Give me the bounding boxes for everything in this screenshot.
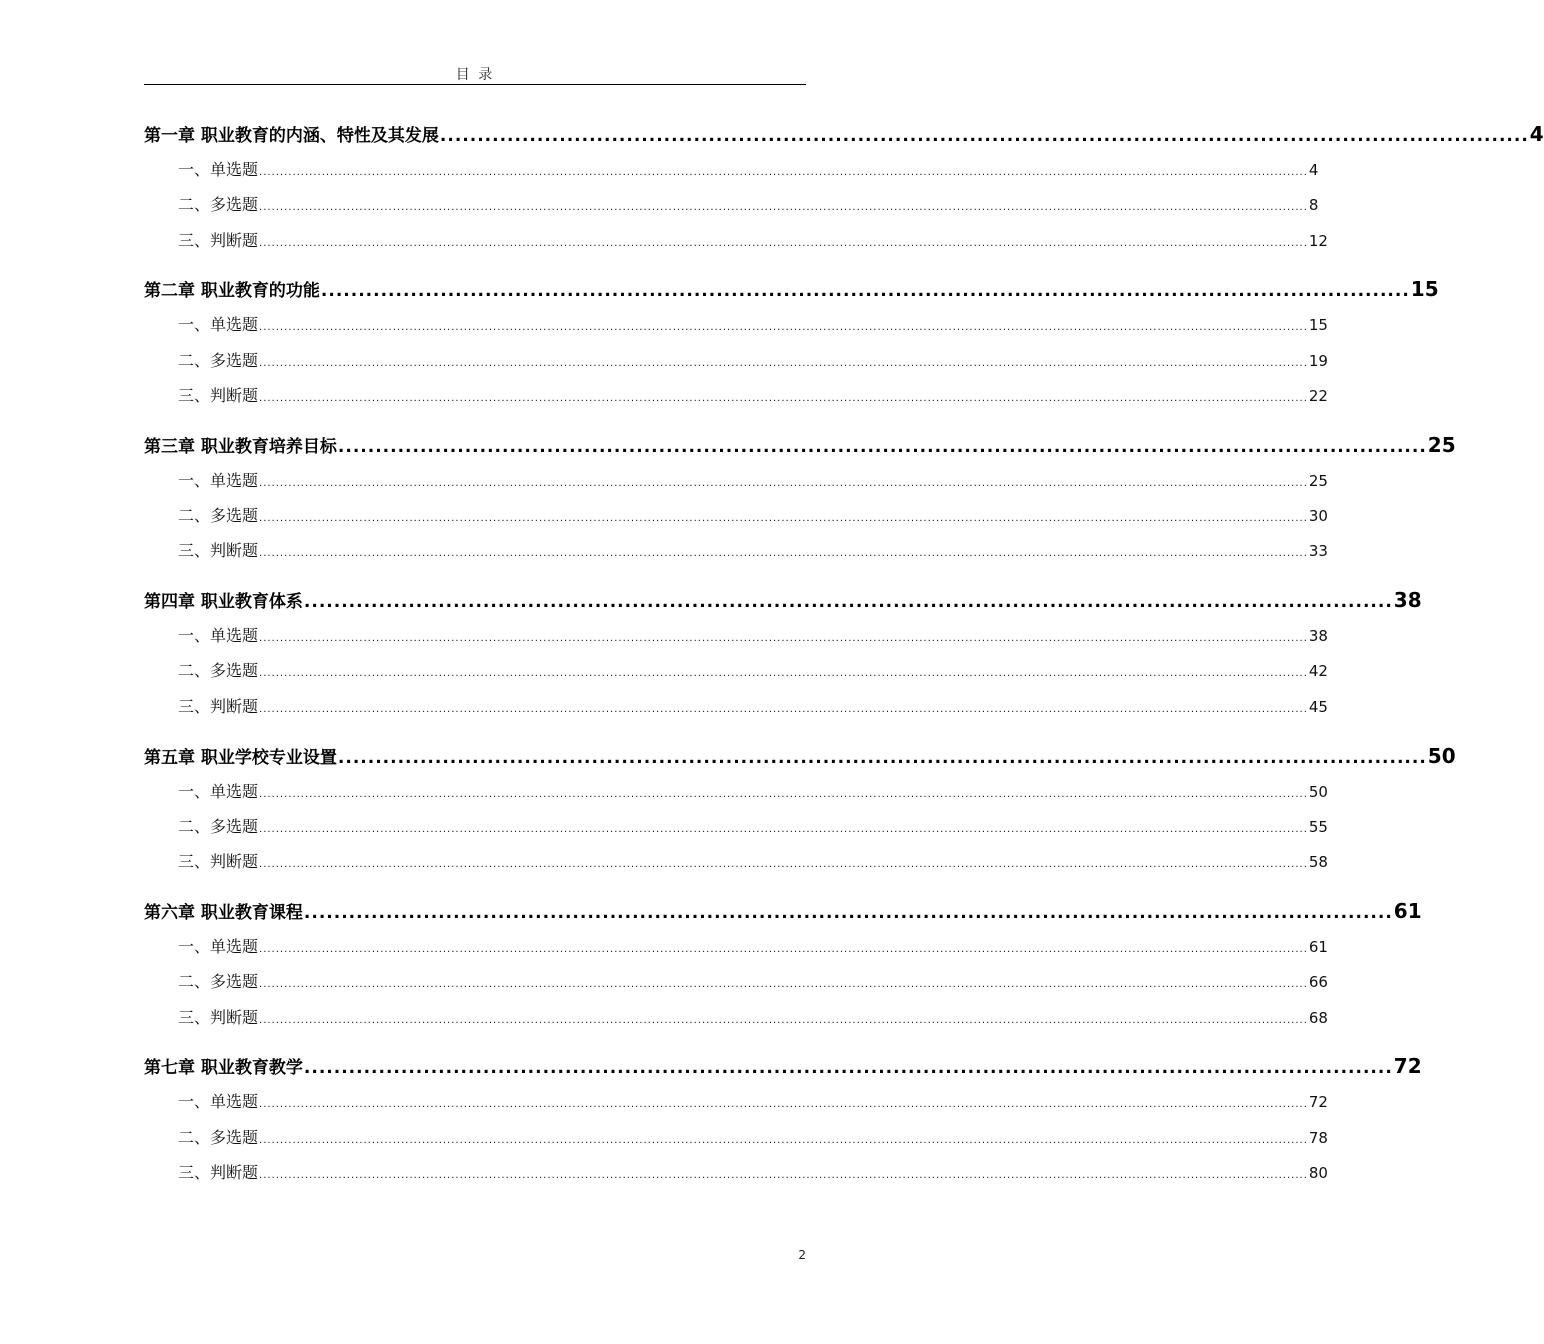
section-page-number: 22	[1308, 386, 1328, 405]
toc-section-entry[interactable]	[144, 929, 1328, 964]
chapter-title: 第五章 职业学校专业设置	[144, 747, 337, 768]
section-page-number: 61	[1308, 937, 1328, 956]
section-title: 二、多选题	[178, 195, 259, 215]
chapter-title: 第七章 职业教育教学	[144, 1058, 303, 1079]
chapter-page-number: 25	[1427, 432, 1456, 457]
section-title: 二、多选题	[178, 1127, 259, 1147]
toc-section-entry[interactable]	[144, 307, 1328, 342]
chapter-page-number: 72	[1393, 1054, 1422, 1079]
toc-chapter-entry[interactable]	[144, 893, 1422, 929]
toc-chapter-6	[144, 893, 1422, 1035]
section-title: 二、多选题	[178, 661, 259, 681]
section-page-number: 25	[1308, 471, 1328, 490]
dot-leader: ...........................................................................................................................................................................................................................................................	[259, 859, 1308, 871]
section-title: 三、判断题	[178, 696, 259, 716]
dot-leader: ..................................................................................................................................................	[439, 126, 1529, 146]
chapter-title: 第二章 职业教育的功能	[144, 281, 320, 302]
toc-section-entry[interactable]	[144, 152, 1319, 187]
table-of-contents	[144, 116, 1544, 1190]
section-title: 一、单选题	[178, 626, 259, 646]
dot-leader: ..................................................................................................................................................	[337, 747, 1427, 768]
dot-leader: ...........................................................................................................................................................................................................................................................	[259, 703, 1308, 715]
dot-leader: ..................................................................................................................................................	[320, 281, 1410, 302]
dot-leader: ...........................................................................................................................................................................................................................................................	[259, 202, 1308, 214]
toc-section-entry[interactable]	[144, 618, 1328, 653]
toc-section-entry[interactable]	[144, 964, 1328, 999]
toc-chapter-entry[interactable]	[144, 738, 1456, 774]
toc-section-entry[interactable]	[144, 1000, 1328, 1035]
toc-section-entry[interactable]	[144, 653, 1328, 688]
toc-chapter-3	[144, 427, 1456, 569]
toc-chapter-5	[144, 738, 1456, 880]
chapter-page-number: 38	[1393, 588, 1422, 613]
chapter-title: 第四章 职业教育体系	[144, 592, 303, 613]
toc-section-entry[interactable]	[144, 343, 1328, 378]
section-title: 三、判断题	[178, 1007, 259, 1027]
dot-leader: ...........................................................................................................................................................................................................................................................	[259, 322, 1308, 334]
chapter-page-number: 50	[1427, 743, 1456, 768]
dot-leader: ...........................................................................................................................................................................................................................................................	[259, 548, 1308, 560]
section-page-number: 68	[1308, 1008, 1328, 1027]
section-title: 三、判断题	[178, 230, 259, 250]
section-page-number: 12	[1308, 231, 1328, 250]
section-page-number: 55	[1308, 817, 1328, 836]
header-rule	[144, 84, 806, 85]
chapter-page-number: 4	[1529, 122, 1544, 146]
section-title: 三、判断题	[178, 1162, 259, 1182]
dot-leader: ...........................................................................................................................................................................................................................................................	[259, 1169, 1308, 1181]
section-title: 一、单选题	[178, 470, 259, 490]
dot-leader: ...........................................................................................................................................................................................................................................................	[259, 979, 1308, 991]
section-title: 三、判断题	[178, 541, 259, 561]
dot-leader: ..................................................................................................................................................	[303, 592, 1393, 613]
section-page-number: 45	[1308, 697, 1328, 716]
dot-leader: ...........................................................................................................................................................................................................................................................	[259, 633, 1308, 645]
toc-chapter-entry[interactable]	[144, 1048, 1422, 1084]
section-title: 一、单选题	[178, 315, 259, 335]
chapter-title: 第六章 职业教育课程	[144, 902, 303, 923]
toc-chapter-4	[144, 582, 1422, 724]
dot-leader: ...........................................................................................................................................................................................................................................................	[259, 1099, 1308, 1111]
dot-leader: ..................................................................................................................................................	[337, 436, 1427, 457]
toc-section-entry[interactable]	[144, 378, 1328, 413]
toc-section-entry[interactable]	[144, 689, 1328, 724]
section-title: 三、判断题	[178, 385, 259, 405]
section-title: 二、多选题	[178, 816, 259, 836]
page-number: 2	[798, 1248, 806, 1262]
section-title: 一、单选题	[178, 1092, 259, 1112]
section-page-number: 72	[1308, 1093, 1328, 1112]
section-title: 二、多选题	[178, 350, 259, 370]
running-header: 目 录	[455, 67, 495, 83]
toc-section-entry[interactable]	[144, 533, 1328, 568]
toc-section-entry[interactable]	[144, 498, 1328, 533]
toc-section-entry[interactable]	[144, 463, 1328, 498]
toc-chapter-2	[144, 271, 1439, 413]
section-title: 二、多选题	[178, 506, 259, 526]
toc-section-entry[interactable]	[144, 187, 1319, 222]
section-page-number: 33	[1308, 542, 1328, 561]
section-page-number: 66	[1308, 973, 1328, 992]
dot-leader: ...........................................................................................................................................................................................................................................................	[259, 823, 1308, 835]
section-title: 一、单选题	[178, 936, 259, 956]
section-page-number: 4	[1308, 161, 1319, 179]
chapter-title: 第一章 职业教育的内涵、特性及其发展	[144, 126, 439, 146]
dot-leader: ...........................................................................................................................................................................................................................................................	[259, 392, 1308, 404]
section-title: 三、判断题	[178, 852, 259, 872]
toc-section-entry[interactable]	[144, 1120, 1328, 1155]
section-page-number: 78	[1308, 1128, 1328, 1147]
toc-section-entry[interactable]	[144, 774, 1328, 809]
dot-leader: ...........................................................................................................................................................................................................................................................	[259, 477, 1308, 489]
dot-leader: ...........................................................................................................................................................................................................................................................	[259, 668, 1308, 680]
section-page-number: 19	[1308, 351, 1328, 370]
dot-leader: ...........................................................................................................................................................................................................................................................	[259, 788, 1308, 800]
section-page-number: 8	[1308, 196, 1319, 215]
toc-chapter-1	[144, 116, 1544, 258]
dot-leader: ...........................................................................................................................................................................................................................................................	[259, 1134, 1308, 1146]
dot-leader: ...........................................................................................................................................................................................................................................................	[259, 1014, 1308, 1026]
toc-chapter-entry[interactable]	[144, 427, 1456, 463]
dot-leader: ..................................................................................................................................................	[303, 902, 1393, 923]
section-title: 一、单选题	[178, 781, 259, 801]
toc-chapter-entry[interactable]	[144, 271, 1439, 307]
toc-chapter-entry[interactable]	[144, 582, 1422, 618]
section-page-number: 38	[1308, 627, 1328, 646]
toc-section-entry[interactable]	[144, 1155, 1328, 1190]
section-page-number: 58	[1308, 853, 1328, 872]
toc-chapter-7	[144, 1048, 1422, 1190]
section-page-number: 30	[1308, 507, 1328, 526]
toc-section-entry[interactable]	[144, 223, 1328, 258]
section-title: 一、单选题	[178, 160, 259, 179]
toc-chapter-entry[interactable]	[144, 116, 1544, 152]
chapter-page-number: 61	[1393, 898, 1422, 923]
dot-leader: ...........................................................................................................................................................................................................................................................	[259, 357, 1308, 369]
dot-leader: ...........................................................................................................................................................................................................................................................	[259, 513, 1308, 525]
toc-section-entry[interactable]	[144, 844, 1328, 879]
chapter-page-number: 15	[1410, 277, 1439, 302]
section-page-number: 42	[1308, 662, 1328, 681]
section-title: 二、多选题	[178, 972, 259, 992]
section-page-number: 80	[1308, 1163, 1328, 1182]
dot-leader: ...........................................................................................................................................................................................................................................................	[259, 237, 1308, 249]
dot-leader: ...........................................................................................................................................................................................................................................................	[259, 943, 1308, 955]
toc-section-entry[interactable]	[144, 1084, 1328, 1119]
dot-leader: ...........................................................................................................................................................................................................................................................	[259, 167, 1308, 178]
dot-leader: ..................................................................................................................................................	[303, 1058, 1393, 1079]
section-page-number: 50	[1308, 782, 1328, 801]
chapter-title: 第三章 职业教育培养目标	[144, 436, 337, 457]
section-page-number: 15	[1308, 316, 1328, 335]
toc-section-entry[interactable]	[144, 809, 1328, 844]
